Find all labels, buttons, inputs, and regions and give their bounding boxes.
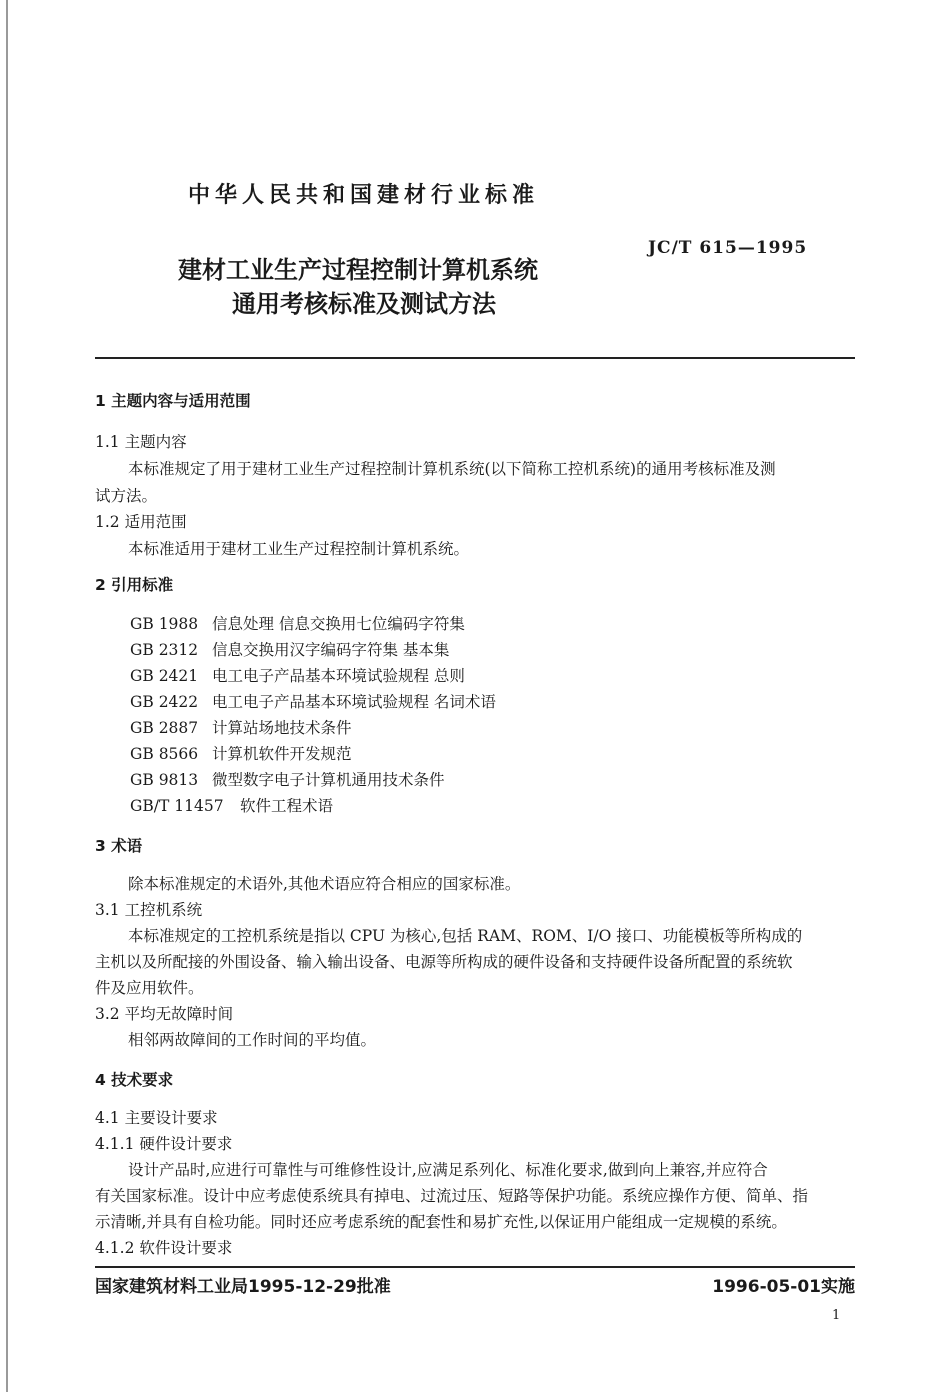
bottom-rule	[95, 1266, 855, 1268]
reference-code: GB 1988	[130, 615, 199, 633]
section-1-1-line-1: 本标准规定了用于建材工业生产过程控制计算机系统(以下简称工控机系统)的通用考核标准及测	[128, 460, 776, 478]
reference-code: GB 2312	[130, 641, 199, 659]
section-1-heading: 1 主题内容与适用范围	[95, 392, 251, 410]
approval-note: 国家建筑材料工业局1995-12-29批准	[95, 1277, 391, 1297]
reference-title: 信息交换用汉字编码字符集 基本集	[212, 641, 450, 659]
top-rule	[95, 357, 855, 359]
section-3-heading: 3 术语	[95, 837, 143, 855]
reference-title: 计算机软件开发规范	[212, 745, 352, 763]
reference-code: GB 9813	[130, 771, 199, 789]
reference-code: GB 2887	[130, 719, 199, 737]
section-3-2-heading: 3.2 平均无故障时间	[95, 1005, 234, 1023]
section-1-1-line-2: 试方法。	[95, 487, 158, 505]
scan-edge	[6, 0, 8, 1392]
reference-title: 电工电子产品基本环境试验规程 名词术语	[212, 693, 496, 711]
reference-item	[130, 794, 333, 816]
section-1-2-text: 本标准适用于建材工业生产过程控制计算机系统。	[128, 540, 470, 558]
section-3-intro: 除本标准规定的术语外,其他术语应符合相应的国家标准。	[128, 875, 521, 893]
page-number: 1	[832, 1308, 841, 1323]
reference-title: 软件工程术语	[240, 797, 334, 815]
reference-code: GB 8566	[130, 745, 199, 763]
reference-item	[130, 690, 496, 712]
effective-date: 1996-05-01实施	[712, 1277, 855, 1297]
section-4-1-1-line-1: 设计产品时,应进行可靠性与可维修性设计,应满足系列化、标准化要求,做到向上兼容,并应符合	[128, 1161, 768, 1179]
section-4-1-1-line-3: 示清晰,并具有自检功能。同时还应考虑系统的配套性和易扩充性,以保证用户能组成一定规模的系统。	[95, 1213, 787, 1231]
reference-code: GB 2422	[130, 693, 199, 711]
section-2-heading: 2 引用标准	[95, 576, 174, 594]
section-1-1-heading: 1.1 主题内容	[95, 433, 187, 451]
reference-item	[130, 716, 352, 738]
reference-title: 微型数字电子计算机通用技术条件	[212, 771, 445, 789]
section-4-1-2-heading: 4.1.2 软件设计要求	[95, 1239, 233, 1257]
standard-code: JC/T 615—1995	[648, 238, 808, 258]
reference-code: GB/T 11457	[130, 797, 224, 815]
reference-item	[130, 664, 465, 686]
section-4-1-heading: 4.1 主要设计要求	[95, 1109, 218, 1127]
title-line-2: 通用考核标准及测试方法	[232, 290, 496, 318]
reference-item	[130, 638, 449, 660]
section-4-1-1-heading: 4.1.1 硬件设计要求	[95, 1135, 233, 1153]
header-org: 中华人民共和国建材行业标准	[188, 183, 540, 208]
section-3-1-line-3: 件及应用软件。	[95, 979, 204, 997]
reference-title: 信息处理 信息交换用七位编码字符集	[212, 615, 465, 633]
section-3-2-text: 相邻两故障间的工作时间的平均值。	[128, 1031, 377, 1049]
reference-item	[130, 742, 352, 764]
reference-title: 电工电子产品基本环境试验规程 总则	[212, 667, 465, 685]
section-4-1-1-line-2: 有关国家标准。设计中应考虑使系统具有掉电、过流过压、短路等保护功能。系统应操作方便、简单、指	[95, 1187, 809, 1205]
reference-code: GB 2421	[130, 667, 199, 685]
reference-title: 计算站场地技术条件	[212, 719, 352, 737]
section-3-1-line-2: 主机以及所配接的外围设备、输入输出设备、电源等所构成的硬件设备和支持硬件设备所配置的系统软	[95, 953, 793, 971]
reference-item	[130, 768, 445, 790]
section-3-1-line-1: 本标准规定的工控机系统是指以 CPU 为核心,包括 RAM、ROM、I/O 接口、功能模板等所构成的	[128, 927, 803, 945]
section-4-heading: 4 技术要求	[95, 1071, 174, 1089]
title-line-1: 建材工业生产过程控制计算机系统	[178, 256, 538, 284]
section-3-1-heading: 3.1 工控机系统	[95, 901, 203, 919]
section-1-2-heading: 1.2 适用范围	[95, 513, 187, 531]
reference-item	[130, 612, 465, 634]
